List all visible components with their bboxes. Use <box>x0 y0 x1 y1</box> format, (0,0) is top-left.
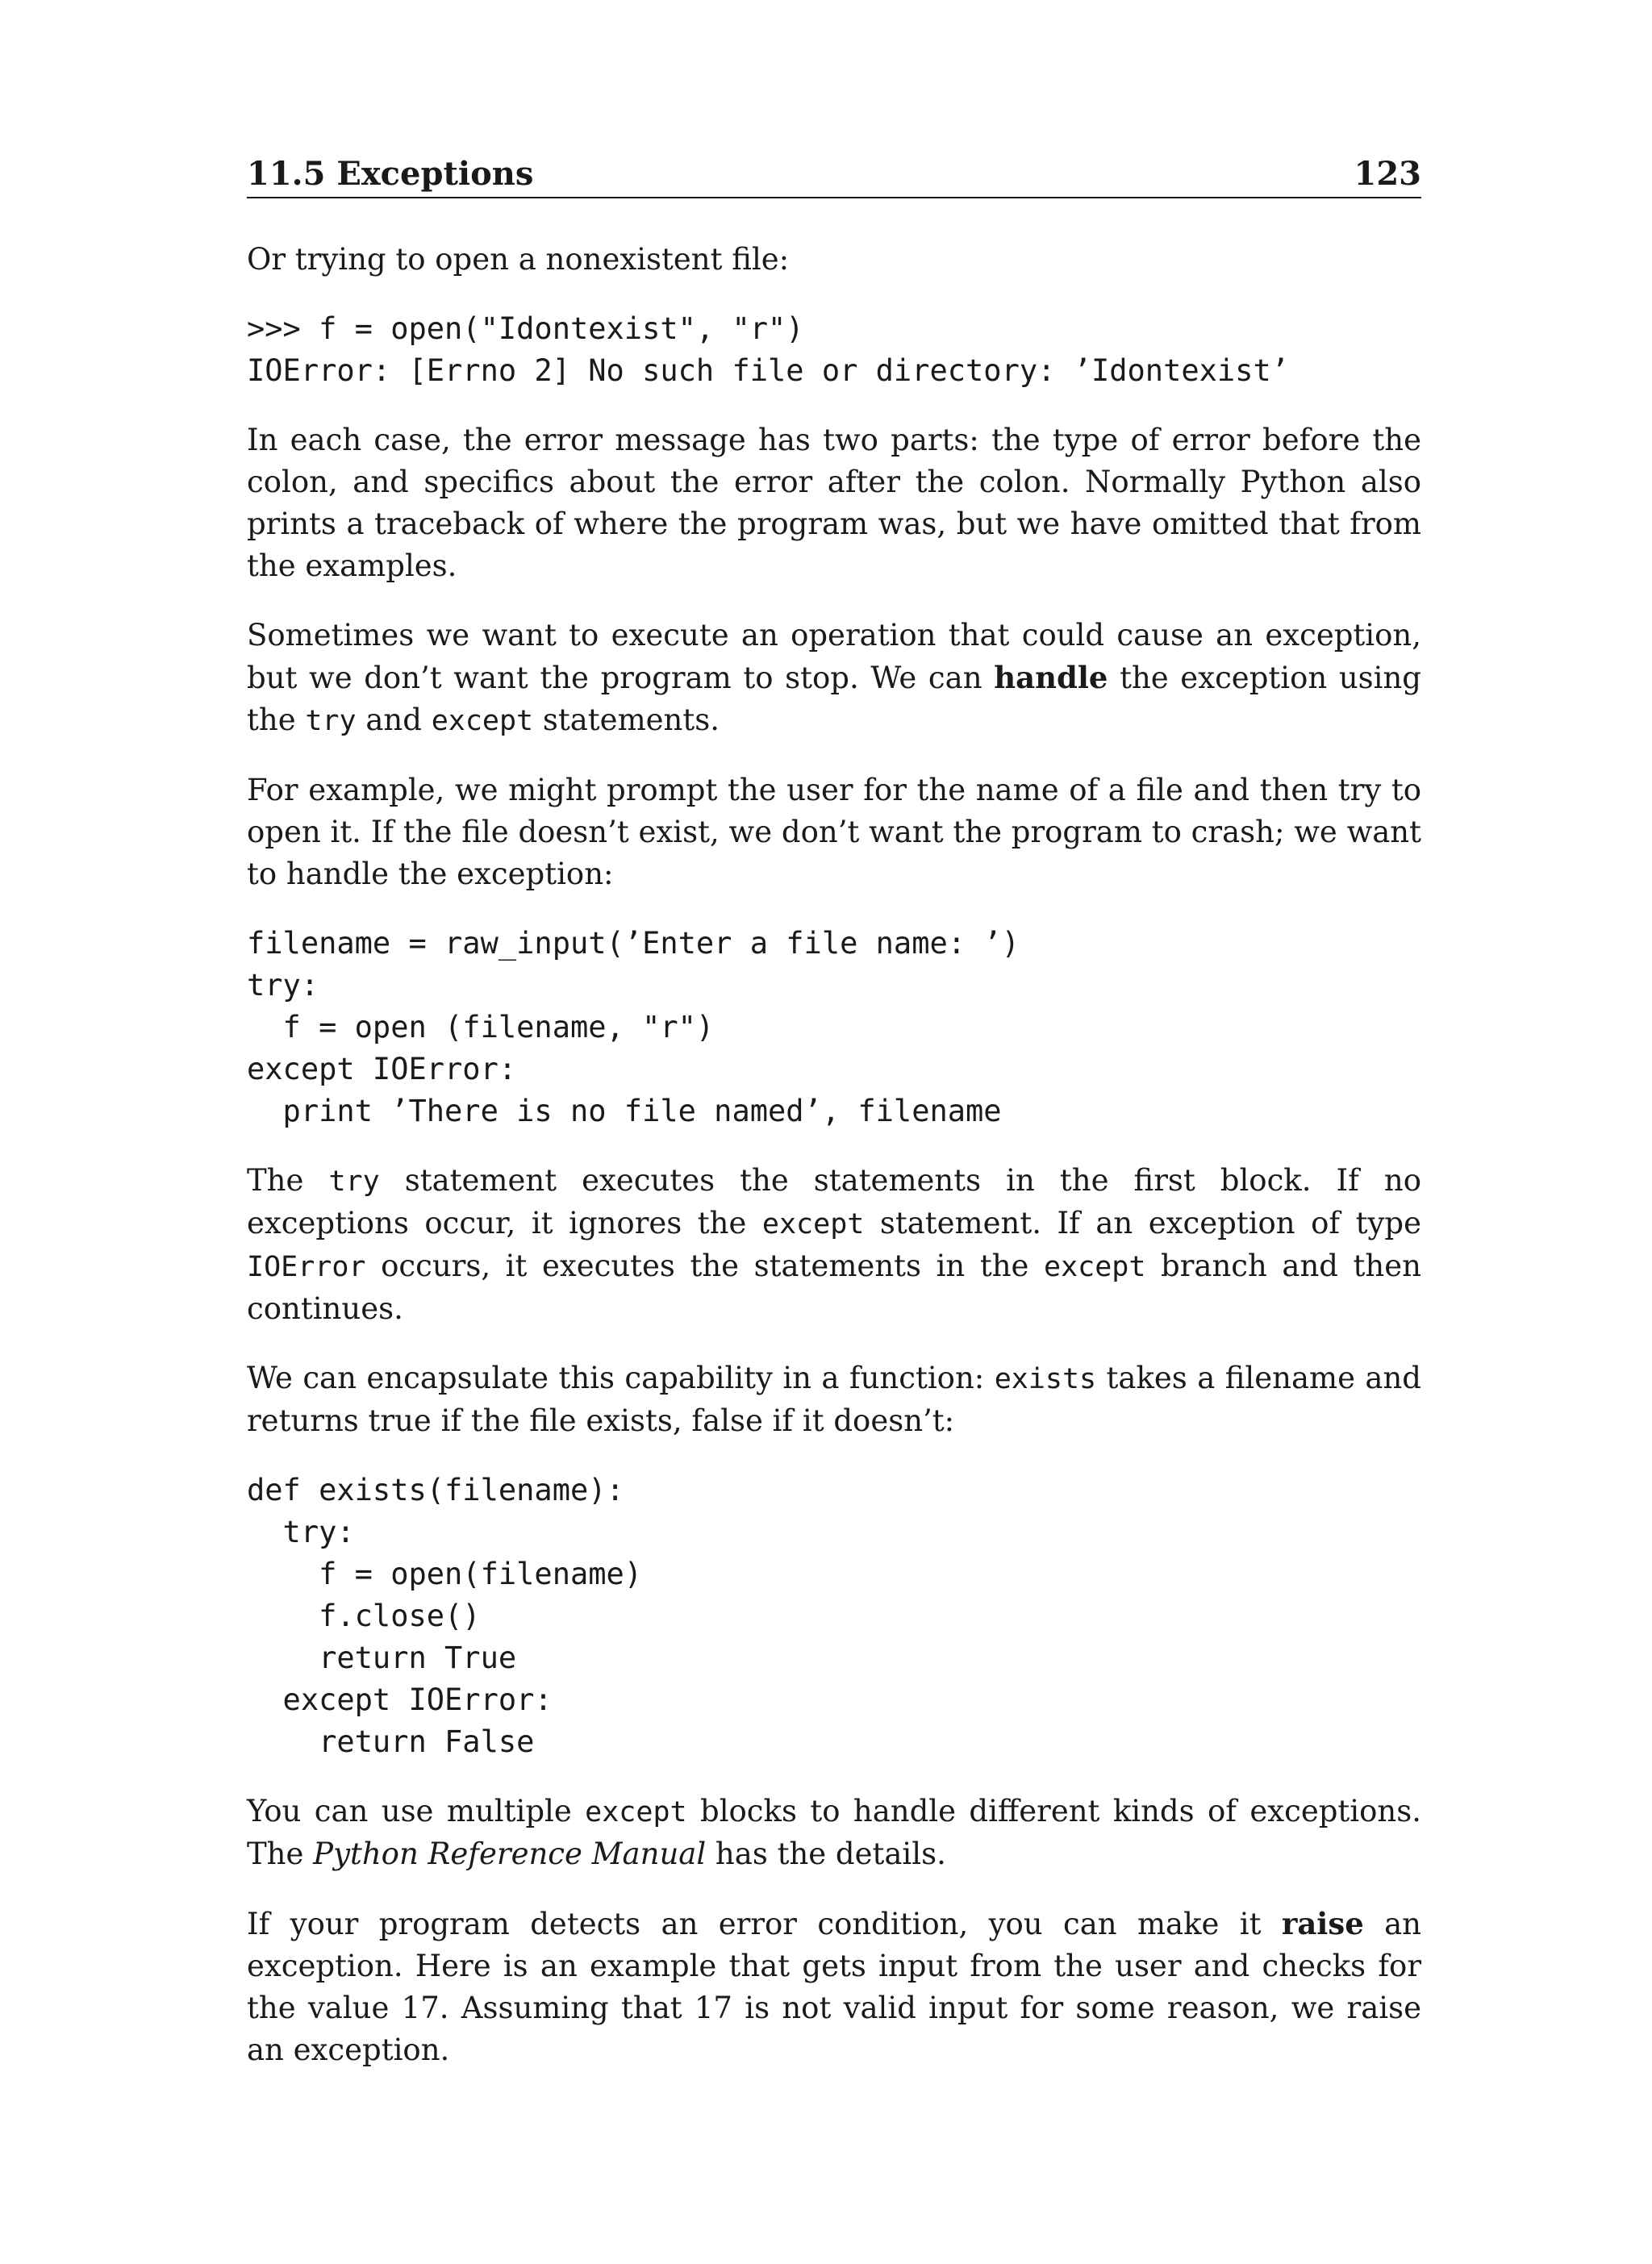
paragraph-error-parts: In each case, the error message has two parts: the type of error before the colon, and specifics about the error after the colon. Normally Python also prints a traceback of where the program was, but we have omitted that from the examples. <box>247 423 1421 583</box>
reference-manual-title: Python Reference Manual <box>313 1837 707 1871</box>
paragraph-intro: Or trying to open a nonexistent file: <box>247 242 790 277</box>
section-title: 11.5 Exceptions <box>247 155 534 193</box>
running-header <box>247 152 1421 198</box>
code-block-try-except: filename = raw_input(’Enter a file name: ’) try: f = open (filename, "r") except IOError: print ’There is no file named’, filename <box>247 926 1020 1128</box>
paragraph-try-explanation: The try statement executes the statements in the first block. If no exceptions occur, it ignores the except statement. If an exception of type IOError occurs, it executes the statements in the except branch and then continues. <box>247 1163 1421 1326</box>
page-body <box>247 239 1421 2099</box>
code-exists: exists <box>994 1363 1097 1395</box>
paragraph-encapsulate: We can encapsulate this capability in a function: exists takes a filename and returns true if the file exists, false if it doesn’t: <box>247 1361 1421 1438</box>
page-number: 123 <box>1354 155 1421 193</box>
code-block-open-example: >>> f = open("Idontexist", "r") IOError: [Errno 2] No such file or directory: ’Idontexist’ <box>247 311 1290 388</box>
paragraph-multiple-except: You can use multiple except blocks to handle different kinds of exceptions. The Python Reference Manual has the details. <box>247 1794 1421 1871</box>
paragraph-raise: If your program detects an error condition, you can make it raise an exception. Here is an example that gets input from the user and checks for the value 17. Assuming that 17 is not valid input for some reason, we raise an exception. <box>247 1906 1421 2067</box>
code-except: except <box>431 705 534 737</box>
term-handle: handle <box>994 660 1108 695</box>
term-raise: raise <box>1281 1906 1364 1941</box>
code-try: try <box>305 705 357 737</box>
code-block-exists-function: def exists(filename): try: f = open(filename) f.close() return True except IOError: return False <box>247 1473 643 1759</box>
paragraph-handle: Sometimes we want to execute an operation that could cause an exception, but we don’t want the program to stop. We can handle the exception using the try and except statements. <box>247 618 1421 737</box>
paragraph-prompt-example: For example, we might prompt the user for the name of a file and then try to open it. If the file doesn’t exist, we don’t want the program to crash; we want to handle the exception: <box>247 773 1421 891</box>
